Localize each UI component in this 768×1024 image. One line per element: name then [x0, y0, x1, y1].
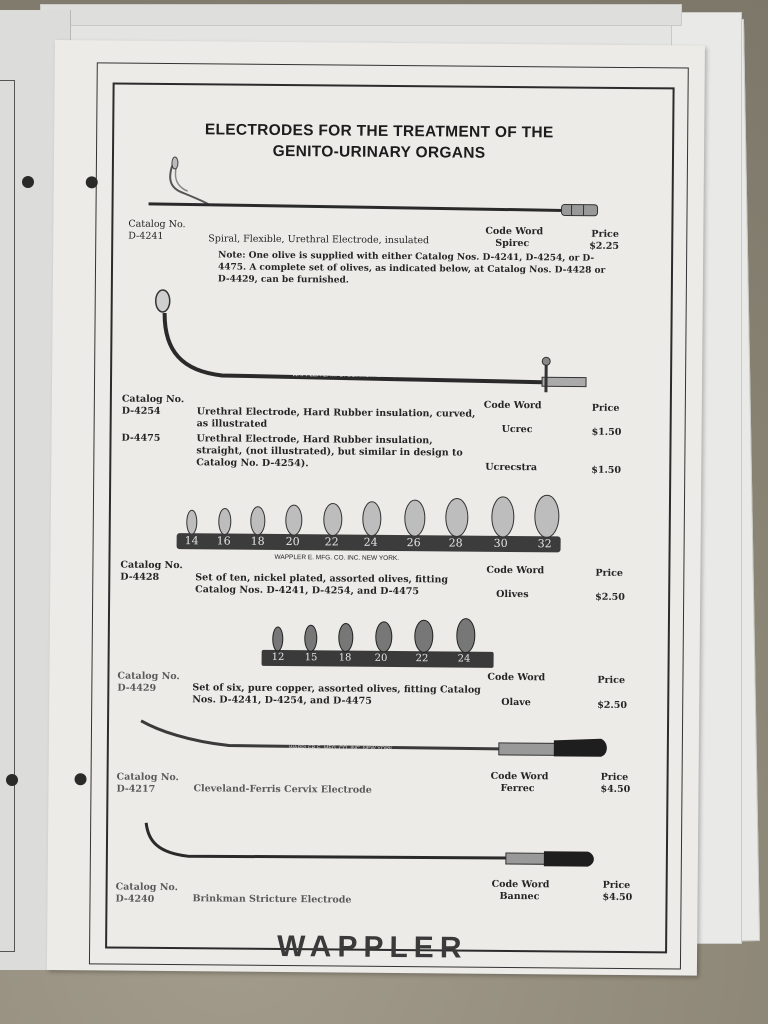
- olive-size: 12: [271, 651, 285, 664]
- olive-size: 22: [324, 535, 339, 549]
- catalog-number: D-4217: [116, 783, 156, 795]
- code-word-header: Code Word: [486, 564, 545, 577]
- catalog-number: D-4240: [115, 893, 155, 905]
- code-word-header: Code Word: [491, 878, 550, 891]
- binder-hole: [22, 176, 34, 188]
- price-header: Price: [602, 879, 631, 892]
- item-description: Brinkman Stricture Electrode: [192, 893, 352, 906]
- olive-size: 24: [457, 653, 471, 665]
- catalog-number: D-4254: [121, 405, 161, 417]
- code-word: Spirec: [495, 237, 530, 250]
- item-description: Spiral, Flexible, Urethral Electrode, insulated: [208, 233, 430, 247]
- olive-size: 14: [184, 534, 199, 548]
- binder-hole: [6, 774, 18, 786]
- catalog-no-header: Catalog No.: [116, 771, 179, 784]
- olive-size: 32: [537, 537, 552, 551]
- price-header: Price: [597, 674, 626, 686]
- catalog-no-header: Catalog No.: [117, 670, 180, 683]
- left-page-frame: [0, 80, 15, 952]
- instrument-label: WAPPLER E. MFG. CO. INC. NEW YORK: [288, 745, 393, 752]
- catalog-no-header: Catalog No.: [128, 218, 186, 231]
- stacked-page: [40, 4, 682, 26]
- price: $2.25: [589, 240, 620, 252]
- olive-size: 30: [493, 536, 508, 550]
- item-description: Set of ten, nickel plated, assorted olives, fitting Catalog Nos. D-4241, D-4254, and D-4475: [195, 572, 449, 598]
- item-description: Urethral Electrode, Hard Rubber insulation, straight, (not illustrated), but similar in design to Catalog No. D-4254).: [196, 433, 463, 470]
- footer-brand-partial: WAPPLER: [276, 929, 468, 965]
- catalog-no-header: Catalog No.: [115, 881, 178, 894]
- code-word: Bannec: [499, 890, 540, 903]
- catalog-no-header: Catalog No.: [120, 559, 183, 572]
- stricture-electrode-illustration: [146, 823, 594, 867]
- price: $4.50: [600, 783, 631, 796]
- code-word-header: Code Word: [490, 770, 549, 783]
- catalog-number: D-4429: [117, 682, 157, 694]
- title-line-2: GENITO-URINARY ORGANS: [272, 142, 486, 162]
- item-description: Urethral Electrode, Hard Rubber insulation, curved, as illustrated: [196, 406, 476, 430]
- price-header: Price: [591, 228, 619, 240]
- olive-size: 18: [250, 534, 265, 548]
- code-word: Olives: [496, 588, 529, 601]
- olive-size: 16: [216, 534, 231, 548]
- olive-size: 28: [448, 536, 463, 550]
- price: $2.50: [597, 699, 628, 712]
- price: $4.50: [602, 891, 633, 904]
- title-line-1: ELECTRODES FOR THE TREATMENT OF THE: [204, 121, 554, 142]
- code-word: Ferrec: [500, 782, 535, 795]
- catalog-number: D-4241: [128, 230, 164, 242]
- code-word: Ucrecstra: [485, 461, 538, 474]
- olive-size: 20: [374, 652, 388, 664]
- code-word-header: Code Word: [483, 399, 542, 412]
- olive-size: 26: [406, 536, 421, 550]
- catalog-page: [47, 40, 705, 976]
- code-word: Olave: [501, 696, 531, 709]
- rack-label: WAPPLER E. MFG. CO. INC. NEW YORK.: [274, 553, 400, 563]
- price-header: Price: [595, 567, 624, 579]
- item-description: Set of six, pure copper, assorted olives, fitting Catalog Nos. D-4241, D-4254, and D-4475: [192, 682, 481, 707]
- code-word-header: Code Word: [487, 671, 546, 684]
- price: $1.50: [591, 426, 622, 438]
- price-header: Price: [591, 402, 620, 414]
- olive-size: 15: [304, 652, 318, 664]
- price: $1.50: [591, 464, 622, 476]
- code-word-header: Code Word: [485, 225, 544, 238]
- code-word: Ucrec: [501, 423, 533, 436]
- instrument-illustrations: [47, 40, 705, 976]
- olive-size: 18: [338, 652, 352, 664]
- item-note: Note: One olive is supplied with either Catalog Nos. D-4241, D-4254, or D-4475. A complete set of olives, as indicated below, at Catalog Nos. D-4428 or D-4429, can be furnished.: [217, 250, 606, 286]
- item-description: Cleveland-Ferris Cervix Electrode: [193, 783, 372, 796]
- olive-size: 22: [415, 653, 429, 665]
- catalog-no-header: Catalog No.: [121, 393, 185, 406]
- instrument-label: WAPPLER E. MFG. CO. INC. NEW YORK.: [292, 372, 408, 380]
- price: $2.50: [595, 591, 625, 603]
- olive-size: 24: [363, 535, 378, 549]
- catalog-number: D-4475: [121, 432, 161, 444]
- olive-size: 20: [285, 535, 300, 549]
- spiral-electrode-illustration: [149, 157, 598, 216]
- catalog-number: D-4428: [120, 571, 160, 583]
- price-header: Price: [600, 771, 629, 784]
